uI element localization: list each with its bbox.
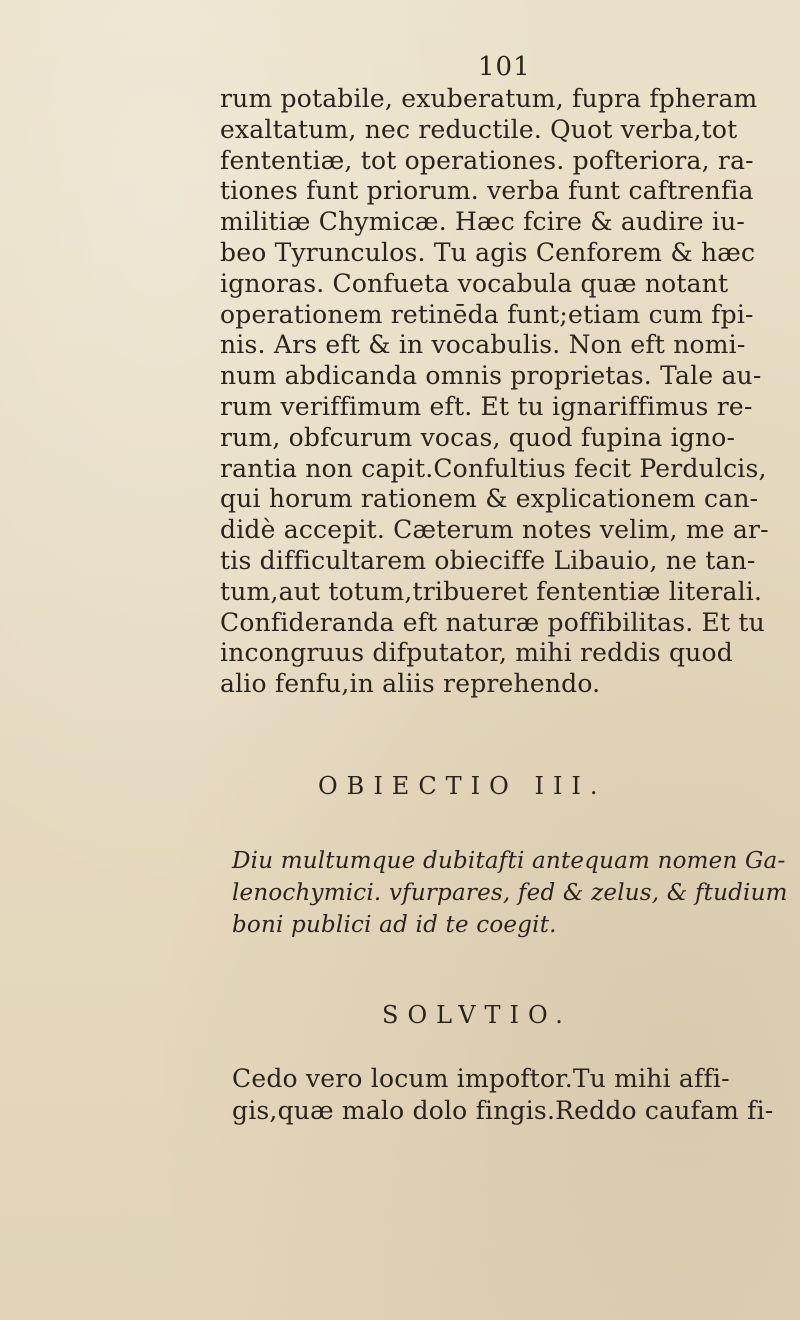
- italic-line: lenochymici. vfurpares, fed & zelus, & ftudium: [232, 880, 788, 906]
- text-line: beo Tyrunculos. Tu agis Cenforem & hæc: [220, 237, 756, 267]
- text-line: rantia non capit.Confultius fecit Perdulcis,: [220, 453, 767, 483]
- text-line: tiones funt priorum. verba funt caftrenfia: [220, 176, 754, 206]
- text-line: Confideranda eft naturæ poffibilitas. Et tu: [220, 607, 765, 637]
- solution-text: [232, 1063, 800, 1127]
- text-line: rum potabile, exuberatum, fupra fpheram: [220, 84, 758, 113]
- text-line: Cedo vero locum impoftor.Tu mihi affi-: [232, 1064, 730, 1093]
- text-line: militiæ Chymicæ. Hæc fcire & audire iu-: [220, 207, 746, 237]
- text-line: num abdicanda omnis proprietas. Tale au-: [220, 361, 762, 391]
- text-line: fententiæ, tot operationes. pofteriora, ra-: [220, 145, 754, 175]
- text-line: operationem retinēda funt;etiam cum fpi-: [220, 299, 754, 329]
- text-line: tis difficultarem obieciffe Libauio, ne tan-: [220, 545, 756, 575]
- italic-line: boni publici ad id te coegit.: [232, 912, 557, 938]
- body-text: [220, 84, 800, 700]
- page-number: 101: [478, 52, 531, 82]
- objection-text: [232, 845, 792, 941]
- text-line: alio fenfu,in aliis reprehendo.: [220, 669, 601, 699]
- section-heading-obiectio: OBIECTIO III.: [318, 772, 607, 800]
- text-line: nis. Ars eft & in vocabulis. Non eft nomi-: [220, 330, 746, 360]
- text-line: incongruus difputator, mihi reddis quod: [220, 638, 733, 668]
- text-line: rum veriffimum eft. Et tu ignariffimus re-: [220, 391, 753, 421]
- text-line: didè accepit. Cæterum notes velim, me ar-: [220, 515, 769, 545]
- text-line: qui horum rationem & explicationem can-: [220, 484, 759, 514]
- text-line: exaltatum, nec reductile. Quot verba,tot: [220, 114, 738, 144]
- text-line: rum, obfcurum vocas, quod fupina igno-: [220, 422, 736, 452]
- text-line: gis,quæ malo dolo fingis.Reddo caufam fi-: [232, 1096, 774, 1125]
- section-heading-solutio: SOLVTIO.: [382, 1001, 572, 1029]
- italic-line: Diu multumque dubitafti antequam nomen Ga-: [232, 848, 786, 874]
- text-line: ignoras. Confueta vocabula quæ notant: [220, 268, 729, 298]
- text-line: tum,aut totum,tribueret fententiæ literali.: [220, 576, 763, 606]
